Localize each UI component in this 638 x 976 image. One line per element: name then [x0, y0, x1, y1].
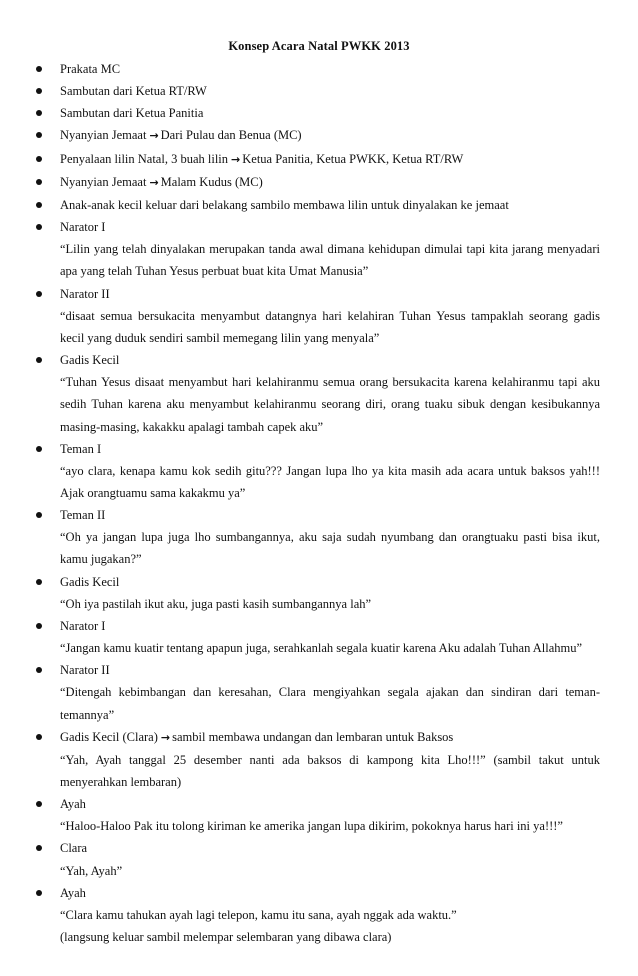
bullet-dot-icon: [36, 357, 42, 363]
list-item: [0, 80, 638, 102]
dialogue-line: “Lilin yang telah dinyalakan merupakan tanda awal dimana kehidupan dimulai tapi kita jarang menyadari: [60, 242, 600, 257]
right-arrow-icon: →: [149, 129, 159, 143]
item-heading-part: Malam Kudus (MC): [160, 174, 263, 189]
list-item: [0, 837, 638, 881]
list-item: [0, 171, 638, 194]
dialogue-line: “Yah, Ayah tanggal 25 desember nanti ada baksos di kampong kita Lho!!!” (sambil takut untuk: [60, 752, 600, 767]
item-heading: Anak-anak kecil keluar dari belakang sambilo membawa lilin untuk dinyalakan ke jemaat: [60, 197, 509, 212]
bullet-dot-icon: [36, 734, 42, 740]
item-heading-part: sambil membawa undangan dan lembaran untuk Baksos: [172, 729, 454, 744]
bullet-dot-icon: [36, 291, 42, 297]
speaker-name: Gadis Kecil: [60, 353, 120, 368]
bullet-dot-icon: [36, 801, 42, 807]
dialogue-line: “disaat semua bersukacita menyambut datangnya hari kelahiran Tuhan Yesus tampaklah seorang gadis: [60, 308, 600, 323]
bullet-dot-icon: [36, 623, 42, 629]
bullet-dot-icon: [36, 156, 42, 162]
item-heading: Sambutan dari Ketua Panitia: [60, 106, 204, 121]
dialogue-line: “Oh ya jangan lupa juga lho sumbangannya, aku saja sudah nyumbang dan orangtuaku pasti bisa ikut,: [60, 530, 600, 545]
item-heading: [60, 171, 600, 194]
dialogue-line: “Ditengah kebimbangan dan keresahan, Clara mengiyahkan segala ajakan dan sindiran dari teman-: [60, 685, 600, 700]
dialogue-line: menyerahkan lembaran): [60, 775, 182, 789]
list-item: [0, 793, 638, 837]
bullet-dot-icon: [36, 202, 42, 208]
speaker-name: Clara: [60, 841, 88, 856]
bullet-dot-icon: [36, 179, 42, 185]
dialogue-line: Ajak orangtuamu sama kakakmu ya”: [60, 485, 246, 500]
speaker-name: Gadis Kecil: [60, 574, 120, 589]
bullet-dot-icon: [36, 88, 42, 94]
bullet-dot-icon: [36, 890, 42, 896]
bullet-dot-icon: [36, 110, 42, 116]
dialogue-line: “Tuhan Yesus disaat menyambut hari kelahiranmu semua orang bersukacita karena kelahiranmu tapi aku: [60, 375, 600, 390]
list-item: [0, 283, 638, 349]
list-item: [0, 58, 638, 80]
dialogue-line: “Clara kamu tahukan ayah lagi telepon, kamu itu sana, ayah nggak ada waktu.”: [60, 907, 457, 922]
dialogue-line: (langsung keluar sambil melempar selembaran yang dibawa clara): [60, 930, 392, 945]
list-item: [0, 349, 638, 438]
list-item: [0, 571, 638, 615]
list-item: [0, 659, 638, 725]
speaker-name: Ayah: [60, 885, 86, 900]
list-item: [0, 504, 638, 570]
speaker-name: Narator I: [60, 618, 106, 633]
speaker-name: Teman II: [60, 508, 106, 523]
item-heading: Prakata MC: [60, 62, 121, 76]
list-item: [0, 615, 638, 659]
speaker-name: Narator II: [60, 663, 110, 678]
dialogue-line: “Haloo-Haloo Pak itu tolong kiriman ke amerika jangan lupa dikirim, pokoknya harus hari ini ya!!!”: [60, 819, 563, 834]
speaker-name: [60, 726, 600, 749]
bullet-dot-icon: [36, 667, 42, 673]
list-item: [0, 148, 638, 171]
list-item: [0, 726, 638, 793]
dialogue-line: kecil yang duduk sendiri sambil memegang lilin yang menyala”: [60, 330, 380, 345]
item-heading: [60, 124, 600, 147]
list-item: [0, 102, 638, 124]
dialogue-line: “Jangan kamu kuatir tentang apapun juga, serahkanlah segala kuatir karena Aku adalah Tuhan Allahmu”: [60, 641, 583, 656]
agenda-list: [0, 58, 638, 948]
right-arrow-icon: →: [149, 175, 159, 189]
item-heading-part: Dari Pulau dan Benua (MC): [160, 128, 302, 143]
item-heading: Sambutan dari Ketua RT/RW: [60, 84, 207, 99]
right-arrow-icon: →: [160, 730, 171, 744]
bullet-dot-icon: [36, 66, 42, 72]
list-item: [0, 882, 638, 948]
bullet-dot-icon: [36, 446, 42, 452]
dialogue-line: masing-masing, kakakku apalagi tambah capek aku”: [60, 419, 324, 434]
item-heading-part: Penyalaan lilin Natal, 3 buah lilin: [60, 151, 229, 166]
bullet-dot-icon: [36, 132, 42, 138]
item-heading-part: Nyanyian Jemaat: [60, 128, 147, 143]
list-item: [0, 438, 638, 504]
speaker-name: Narator II: [60, 286, 110, 301]
bullet-dot-icon: [36, 845, 42, 851]
speaker-name: Ayah: [60, 797, 86, 812]
dialogue-line: “Oh iya pastilah ikut aku, juga pasti kasih sumbangannya lah”: [60, 596, 372, 611]
bullet-dot-icon: [36, 579, 42, 585]
dialogue-line: temannya”: [60, 707, 115, 722]
item-heading-part: Nyanyian Jemaat: [60, 174, 147, 189]
right-arrow-icon: →: [231, 152, 241, 166]
bullet-dot-icon: [36, 512, 42, 518]
list-item: [0, 216, 638, 282]
dialogue-line: apa yang telah Tuhan Yesus perbuat buat kita Umat Manusia”: [60, 264, 369, 279]
document-title: Konsep Acara Natal PWKK 2013: [228, 39, 410, 53]
dialogue-line: kamu jugakan?”: [60, 552, 142, 567]
list-item: [0, 194, 638, 216]
dialogue-line: “Yah, Ayah”: [60, 863, 123, 878]
list-item: [0, 124, 638, 147]
speaker-name: Teman I: [60, 441, 102, 456]
dialogue-line: “ayo clara, kenapa kamu kok sedih gitu??? Jangan lupa lho ya kita masih ada acara untuk baksos yah!!!: [60, 463, 600, 478]
dialogue-line: sedih Tuhan karena aku menyambut kelahiranmu seorang diri, orang tuaku sibuk dengan kesibukannya: [60, 397, 600, 412]
item-heading-part: Ketua Panitia, Ketua PWKK, Ketua RT/RW: [242, 151, 464, 166]
speaker-name: Narator I: [60, 220, 106, 235]
bullet-dot-icon: [36, 224, 42, 230]
item-heading-part: Gadis Kecil (Clara): [60, 729, 158, 744]
item-heading: [60, 148, 600, 171]
